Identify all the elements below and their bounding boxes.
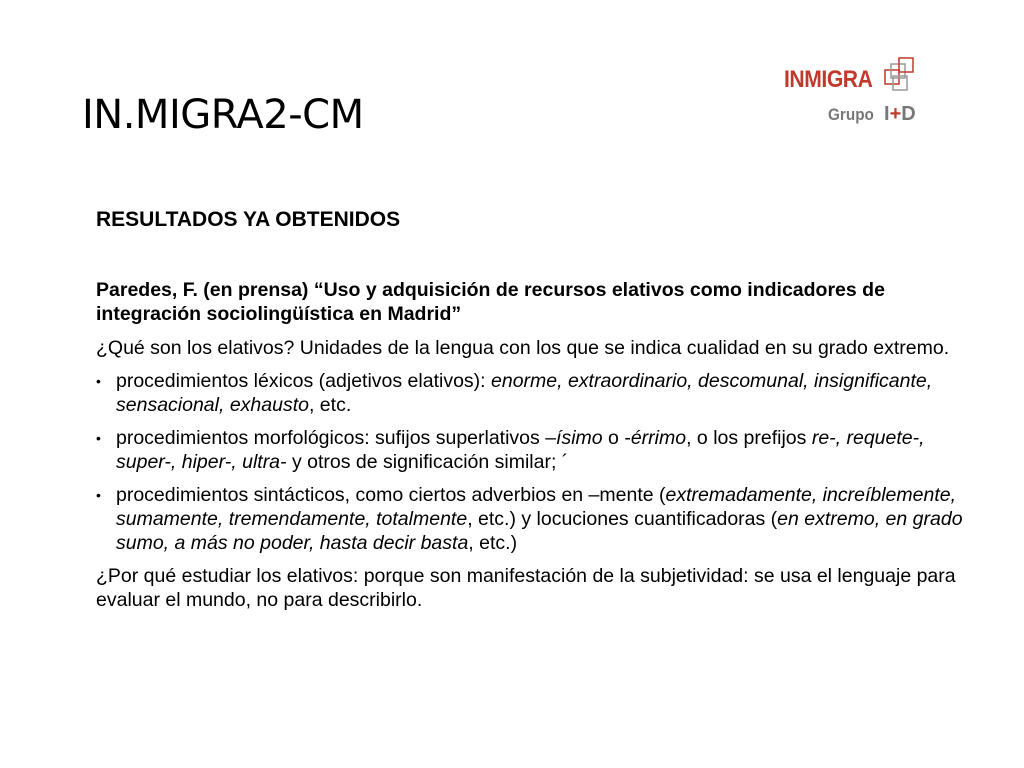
logo-id-left: I	[884, 103, 890, 125]
bullet-icon: •	[96, 373, 101, 389]
bullet-icon: •	[96, 430, 101, 446]
section-heading: RESULTADOS YA OBTENIDOS	[96, 208, 401, 231]
bullet-text: , etc.)	[468, 532, 518, 554]
bullet-italic: enorme, extraordinario, descomunal, insignificante, sensacional, exhausto	[116, 370, 933, 416]
bullet-italic: érrimo	[630, 427, 687, 449]
intro-paragraph: ¿Qué son los elativos? Unidades de la lengua con los que se indica cualidad en su grado extremo.	[96, 337, 950, 359]
reference-citation: Paredes, F. (en prensa) “Uso y adquisición de recursos elativos como indicadores de integración sociolingüística en Madrid”	[96, 279, 885, 325]
bullet-italic: en extremo, en grado sumo, a más no poder, hasta decir basta	[116, 508, 963, 554]
bullet-italic: extremadamente, increíblemente, sumamente, tremendamente, totalmente	[116, 484, 956, 530]
conclusion-paragraph: ¿Por qué estudiar los elativos: porque son manifestación de la subjetividad: se usa el lenguaje para evaluar el mundo, no para describirlo.	[96, 565, 956, 611]
bullet-italic: re-, requete-, super-, hiper-, ultra-	[116, 427, 925, 473]
bullet-text: procedimientos sintácticos, como ciertos adverbios en –mente (	[116, 484, 666, 506]
bullet-morphological	[96, 426, 966, 474]
bullet-text: , etc.	[308, 394, 352, 416]
bullet-italic: ísimo	[556, 427, 603, 449]
squares-logo-icon	[879, 56, 919, 96]
logo-id	[884, 103, 916, 126]
bullet-text: y otros de significación similar; ´	[286, 451, 569, 473]
bullet-text: , etc.) y locuciones cuantificadoras (	[467, 508, 778, 530]
logo-brand: INMIGRA	[784, 66, 873, 93]
logo-id-right: D	[901, 103, 916, 125]
logo-grupo: Grupo	[828, 105, 874, 124]
bullet-text: procedimientos morfológicos: sufijos superlativos –	[116, 427, 557, 449]
page-title: IN.MIGRA2-CM	[82, 92, 364, 138]
logo-id-plus: +	[889, 103, 902, 125]
bullet-icon: •	[96, 487, 101, 503]
bullet-text: procedimientos léxicos (adjetivos elativos):	[116, 370, 491, 392]
bullet-text: o -	[602, 427, 631, 449]
bullet-text: , o los prefijos	[686, 427, 812, 449]
bullet-syntactic	[96, 483, 966, 555]
bullet-lexical	[96, 369, 966, 417]
inmigra-logo	[784, 56, 934, 132]
slide-content	[96, 208, 966, 621]
